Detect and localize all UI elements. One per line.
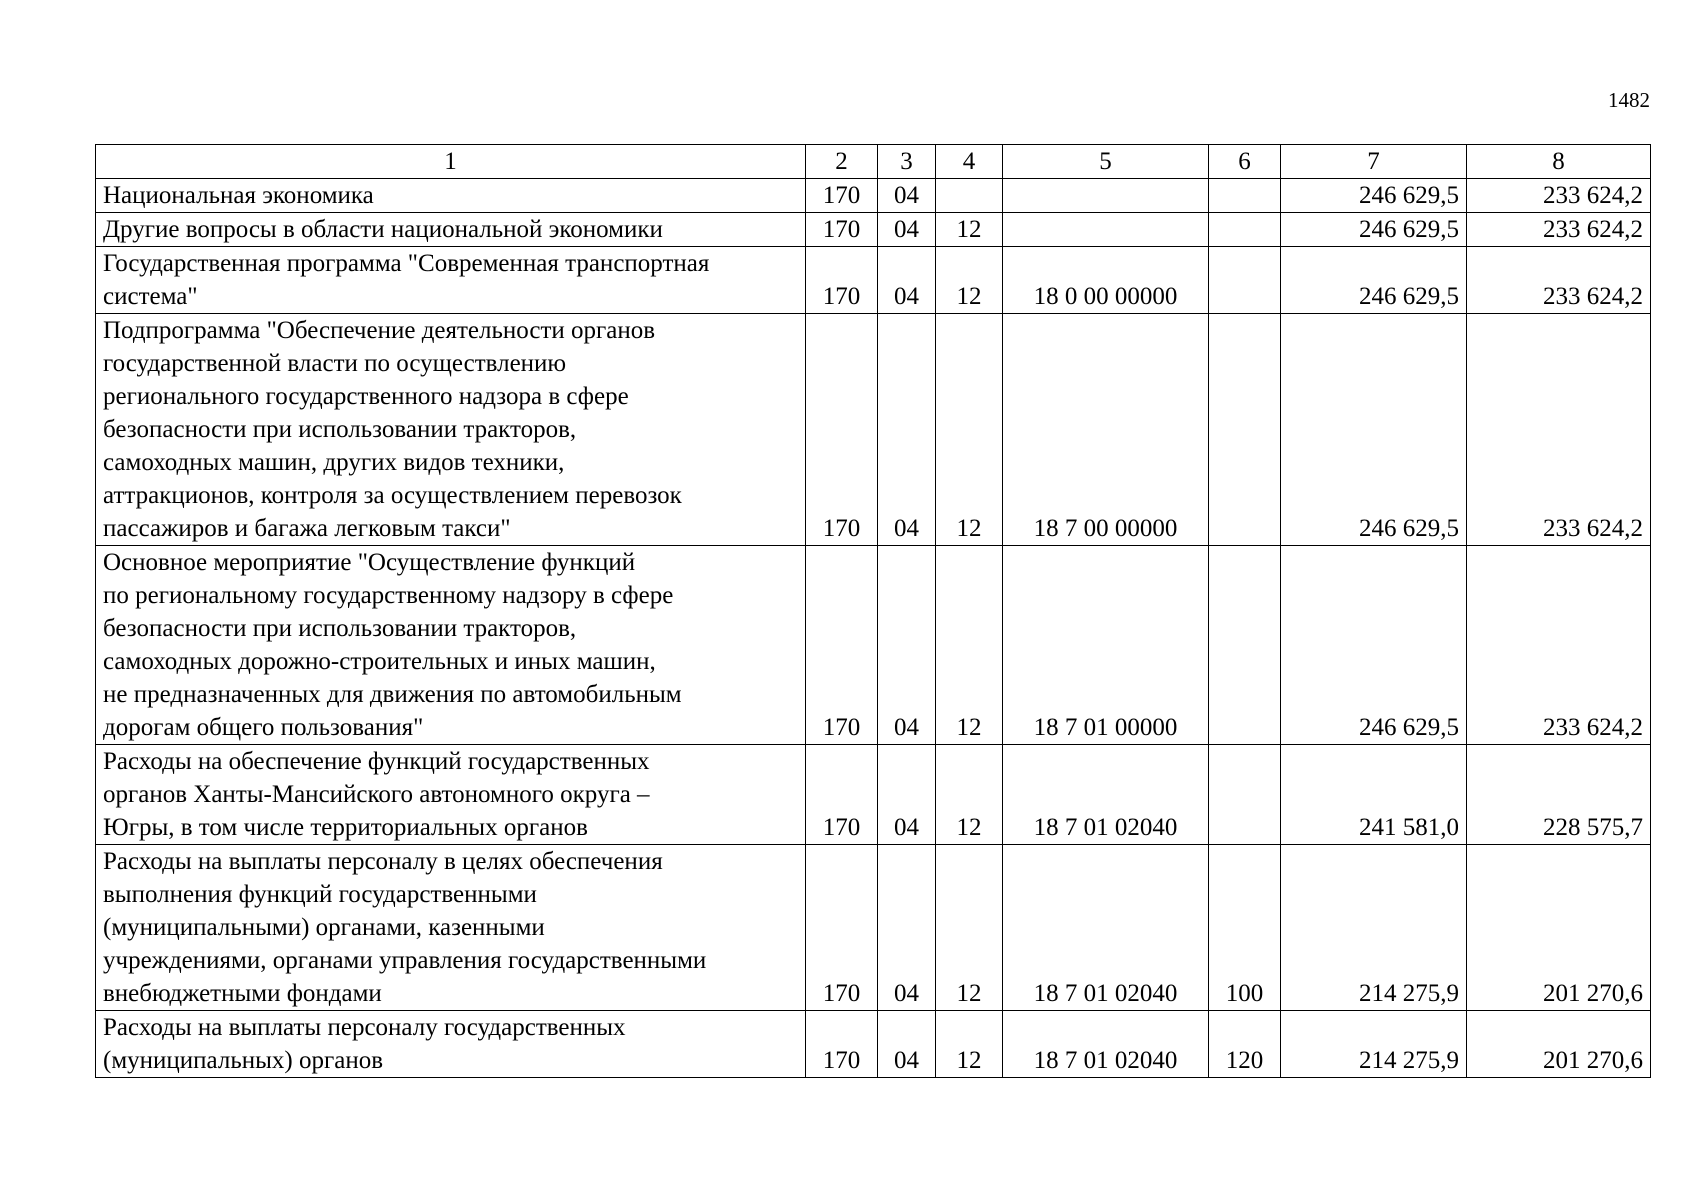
cell-col-8: 233 624,2	[1467, 247, 1651, 314]
cell-col-4	[936, 179, 1003, 213]
cell-col-7: 246 629,5	[1281, 314, 1467, 546]
cell-col-3: 04	[878, 546, 936, 745]
row-name-line: аттракционов, контроля за осуществлением перевозок	[103, 482, 682, 509]
cell-col-4: 12	[936, 546, 1003, 745]
row-name-line: система"	[103, 283, 198, 310]
cell-col-7: 241 581,0	[1281, 745, 1467, 845]
cell-col-4: 12	[936, 314, 1003, 546]
row-name-line: учреждениями, органами управления государственными	[103, 947, 707, 974]
row-name-line: (муниципальных) органов	[103, 1047, 384, 1074]
row-name-line: органов Ханты-Мансийского автономного округа –	[103, 781, 650, 808]
table-row	[96, 745, 1651, 845]
row-name-line: выполнения функций государственными	[103, 881, 537, 908]
cell-col-5: 18 7 01 02040	[1003, 845, 1209, 1011]
table-row	[96, 845, 1651, 1011]
row-name	[96, 213, 806, 247]
row-name-line: Расходы на обеспечение функций государственных	[103, 748, 650, 775]
table-row	[96, 1011, 1651, 1078]
cell-col-6	[1209, 247, 1281, 314]
header-cell-3: 3	[878, 145, 936, 179]
cell-col-2: 170	[806, 179, 878, 213]
cell-col-8: 201 270,6	[1467, 1011, 1651, 1078]
cell-col-7: 214 275,9	[1281, 1011, 1467, 1078]
header-cell-2: 2	[806, 145, 878, 179]
table-row	[96, 247, 1651, 314]
cell-col-5: 18 7 01 02040	[1003, 745, 1209, 845]
row-name-line: самоходных машин, других видов техники,	[103, 449, 565, 476]
row-name-line: Югры, в том числе территориальных органов	[103, 814, 588, 841]
cell-col-2: 170	[806, 745, 878, 845]
cell-col-4: 12	[936, 845, 1003, 1011]
row-name	[96, 1011, 806, 1078]
cell-col-3: 04	[878, 745, 936, 845]
cell-col-4: 12	[936, 213, 1003, 247]
table-row	[96, 546, 1651, 745]
cell-col-2: 170	[806, 314, 878, 546]
row-name-line: безопасности при использовании тракторов,	[103, 416, 577, 443]
cell-col-6	[1209, 314, 1281, 546]
cell-col-2: 170	[806, 546, 878, 745]
table-row	[96, 213, 1651, 247]
cell-col-8: 233 624,2	[1467, 314, 1651, 546]
cell-col-5: 18 7 01 02040	[1003, 1011, 1209, 1078]
cell-col-5: 18 0 00 00000	[1003, 247, 1209, 314]
cell-col-5	[1003, 179, 1209, 213]
cell-col-6	[1209, 213, 1281, 247]
cell-col-8: 201 270,6	[1467, 845, 1651, 1011]
cell-col-8: 233 624,2	[1467, 179, 1651, 213]
header-cell-6: 6	[1209, 145, 1281, 179]
row-name	[96, 546, 806, 745]
row-name-line: пассажиров и багажа легковым такси"	[103, 515, 511, 542]
row-name-line: Национальная экономика	[103, 182, 374, 209]
row-name	[96, 247, 806, 314]
row-name	[96, 314, 806, 546]
row-name	[96, 745, 806, 845]
row-name-line: Основное мероприятие "Осуществление функций	[103, 549, 636, 576]
row-name-line: внебюджетными фондами	[103, 980, 382, 1007]
cell-col-2: 170	[806, 247, 878, 314]
cell-col-8: 228 575,7	[1467, 745, 1651, 845]
cell-col-3: 04	[878, 1011, 936, 1078]
row-name-line: государственной власти по осуществлению	[103, 350, 567, 377]
row-name	[96, 179, 806, 213]
row-name-line: безопасности при использовании тракторов,	[103, 615, 577, 642]
row-name-line: дорогам общего пользования"	[103, 714, 424, 741]
row-name-line: регионального государственного надзора в сфере	[103, 383, 629, 410]
header-cell-1: 1	[96, 145, 806, 179]
cell-col-7: 246 629,5	[1281, 213, 1467, 247]
row-name-line: Подпрограмма "Обеспечение деятельности органов	[103, 317, 656, 344]
header-cell-5: 5	[1003, 145, 1209, 179]
row-name-line: Другие вопросы в области национальной экономики	[103, 216, 663, 243]
header-cell-8: 8	[1467, 145, 1651, 179]
row-name-line: не предназначенных для движения по автомобильным	[103, 681, 682, 708]
cell-col-6	[1209, 179, 1281, 213]
row-name-line: Расходы на выплаты персоналу в целях обеспечения	[103, 848, 663, 875]
row-name-line: самоходных дорожно-строительных и иных машин,	[103, 648, 656, 675]
cell-col-6: 100	[1209, 845, 1281, 1011]
cell-col-2: 170	[806, 1011, 878, 1078]
cell-col-4: 12	[936, 745, 1003, 845]
cell-col-7: 246 629,5	[1281, 179, 1467, 213]
row-name	[96, 845, 806, 1011]
cell-col-7: 214 275,9	[1281, 845, 1467, 1011]
cell-col-6	[1209, 546, 1281, 745]
header-row	[96, 145, 1651, 179]
cell-col-6	[1209, 745, 1281, 845]
cell-col-5: 18 7 00 00000	[1003, 314, 1209, 546]
cell-col-3: 04	[878, 845, 936, 1011]
cell-col-3: 04	[878, 314, 936, 546]
cell-col-8: 233 624,2	[1467, 213, 1651, 247]
cell-col-4: 12	[936, 247, 1003, 314]
cell-col-3: 04	[878, 213, 936, 247]
row-name-line: Государственная программа "Современная транспортная	[103, 250, 710, 277]
cell-col-5: 18 7 01 00000	[1003, 546, 1209, 745]
cell-col-2: 170	[806, 845, 878, 1011]
row-name-line: Расходы на выплаты персоналу государственных	[103, 1014, 626, 1041]
cell-col-7: 246 629,5	[1281, 247, 1467, 314]
cell-col-5	[1003, 213, 1209, 247]
cell-col-6: 120	[1209, 1011, 1281, 1078]
cell-col-2: 170	[806, 213, 878, 247]
row-name-line: (муниципальными) органами, казенными	[103, 914, 545, 941]
cell-col-3: 04	[878, 179, 936, 213]
cell-col-4: 12	[936, 1011, 1003, 1078]
row-name-line: по региональному государственному надзору в сфере	[103, 582, 674, 609]
page-number: 1482	[1608, 88, 1650, 112]
header-cell-4: 4	[936, 145, 1003, 179]
cell-col-3: 04	[878, 247, 936, 314]
cell-col-7: 246 629,5	[1281, 546, 1467, 745]
budget-table	[95, 144, 1651, 1078]
header-cell-7: 7	[1281, 145, 1467, 179]
cell-col-8: 233 624,2	[1467, 546, 1651, 745]
table-row	[96, 314, 1651, 546]
table-row	[96, 179, 1651, 213]
